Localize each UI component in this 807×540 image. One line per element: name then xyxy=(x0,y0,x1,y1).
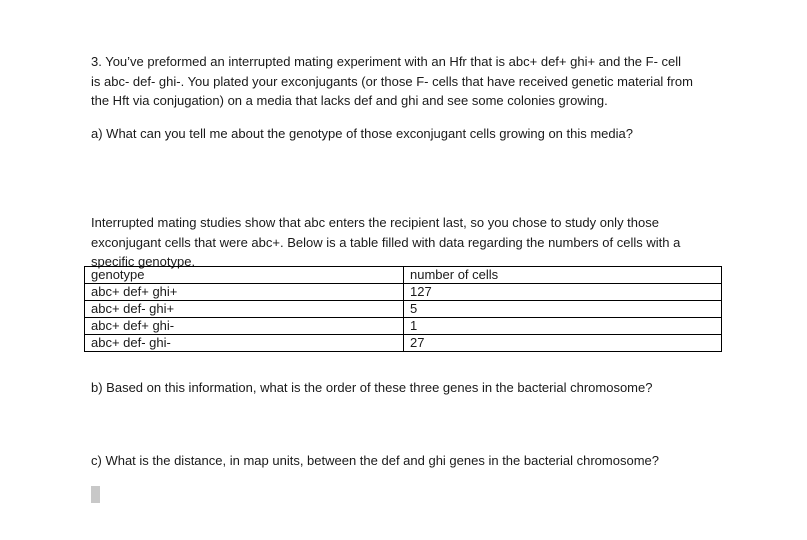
genotype-cell: abc+ def- ghi- xyxy=(85,335,404,352)
question-3-line-1: 3. You’ve preformed an interrupted mating experiment with an Hfr that is abc+ def+ ghi+ and the F- cell xyxy=(91,54,682,69)
intro-line-3: specific genotype. xyxy=(91,254,196,269)
part-b-question: b) Based on this information, what is the order of these three genes in the bacterial chromosome? xyxy=(91,380,653,395)
question-3-text xyxy=(91,52,721,111)
intro-line-2: exconjugant cells that were abc+. Below is a table filled with data regarding the numbers of cells with a xyxy=(91,234,681,250)
count-cell: 1 xyxy=(404,318,722,335)
part-c-question: c) What is the distance, in map units, between the def and ghi genes in the bacterial chromosome? xyxy=(91,453,659,468)
question-3-line-3: the Hft via conjugation) on a media that lacks def and ghi and see some colonies growing. xyxy=(91,93,608,108)
genotype-cell: abc+ def+ ghi+ xyxy=(85,284,404,301)
genotype-table xyxy=(84,266,722,352)
question-3-line-2: is abc- def- ghi-. You plated your exconjugants (or those F- cells that have received genetic material from xyxy=(91,73,693,89)
count-cell: 5 xyxy=(404,301,722,318)
table-row xyxy=(85,335,722,352)
part-a-question: a) What can you tell me about the genotype of those exconjugant cells growing on this media? xyxy=(91,126,633,141)
table-header-row xyxy=(85,267,722,284)
intro-line-1: Interrupted mating studies show that abc enters the recipient last, so you chose to study only those xyxy=(91,215,659,230)
genotype-cell: abc+ def- ghi+ xyxy=(85,301,404,318)
header-number-of-cells: number of cells xyxy=(404,267,722,284)
table-row xyxy=(85,318,722,335)
header-genotype: genotype xyxy=(85,267,404,284)
count-cell: 27 xyxy=(404,335,722,352)
table-row xyxy=(85,284,722,301)
table-row xyxy=(85,301,722,318)
intro-text xyxy=(91,213,721,272)
count-cell: 127 xyxy=(404,284,722,301)
genotype-cell: abc+ def+ ghi- xyxy=(85,318,404,335)
text-cursor[interactable] xyxy=(91,486,100,503)
